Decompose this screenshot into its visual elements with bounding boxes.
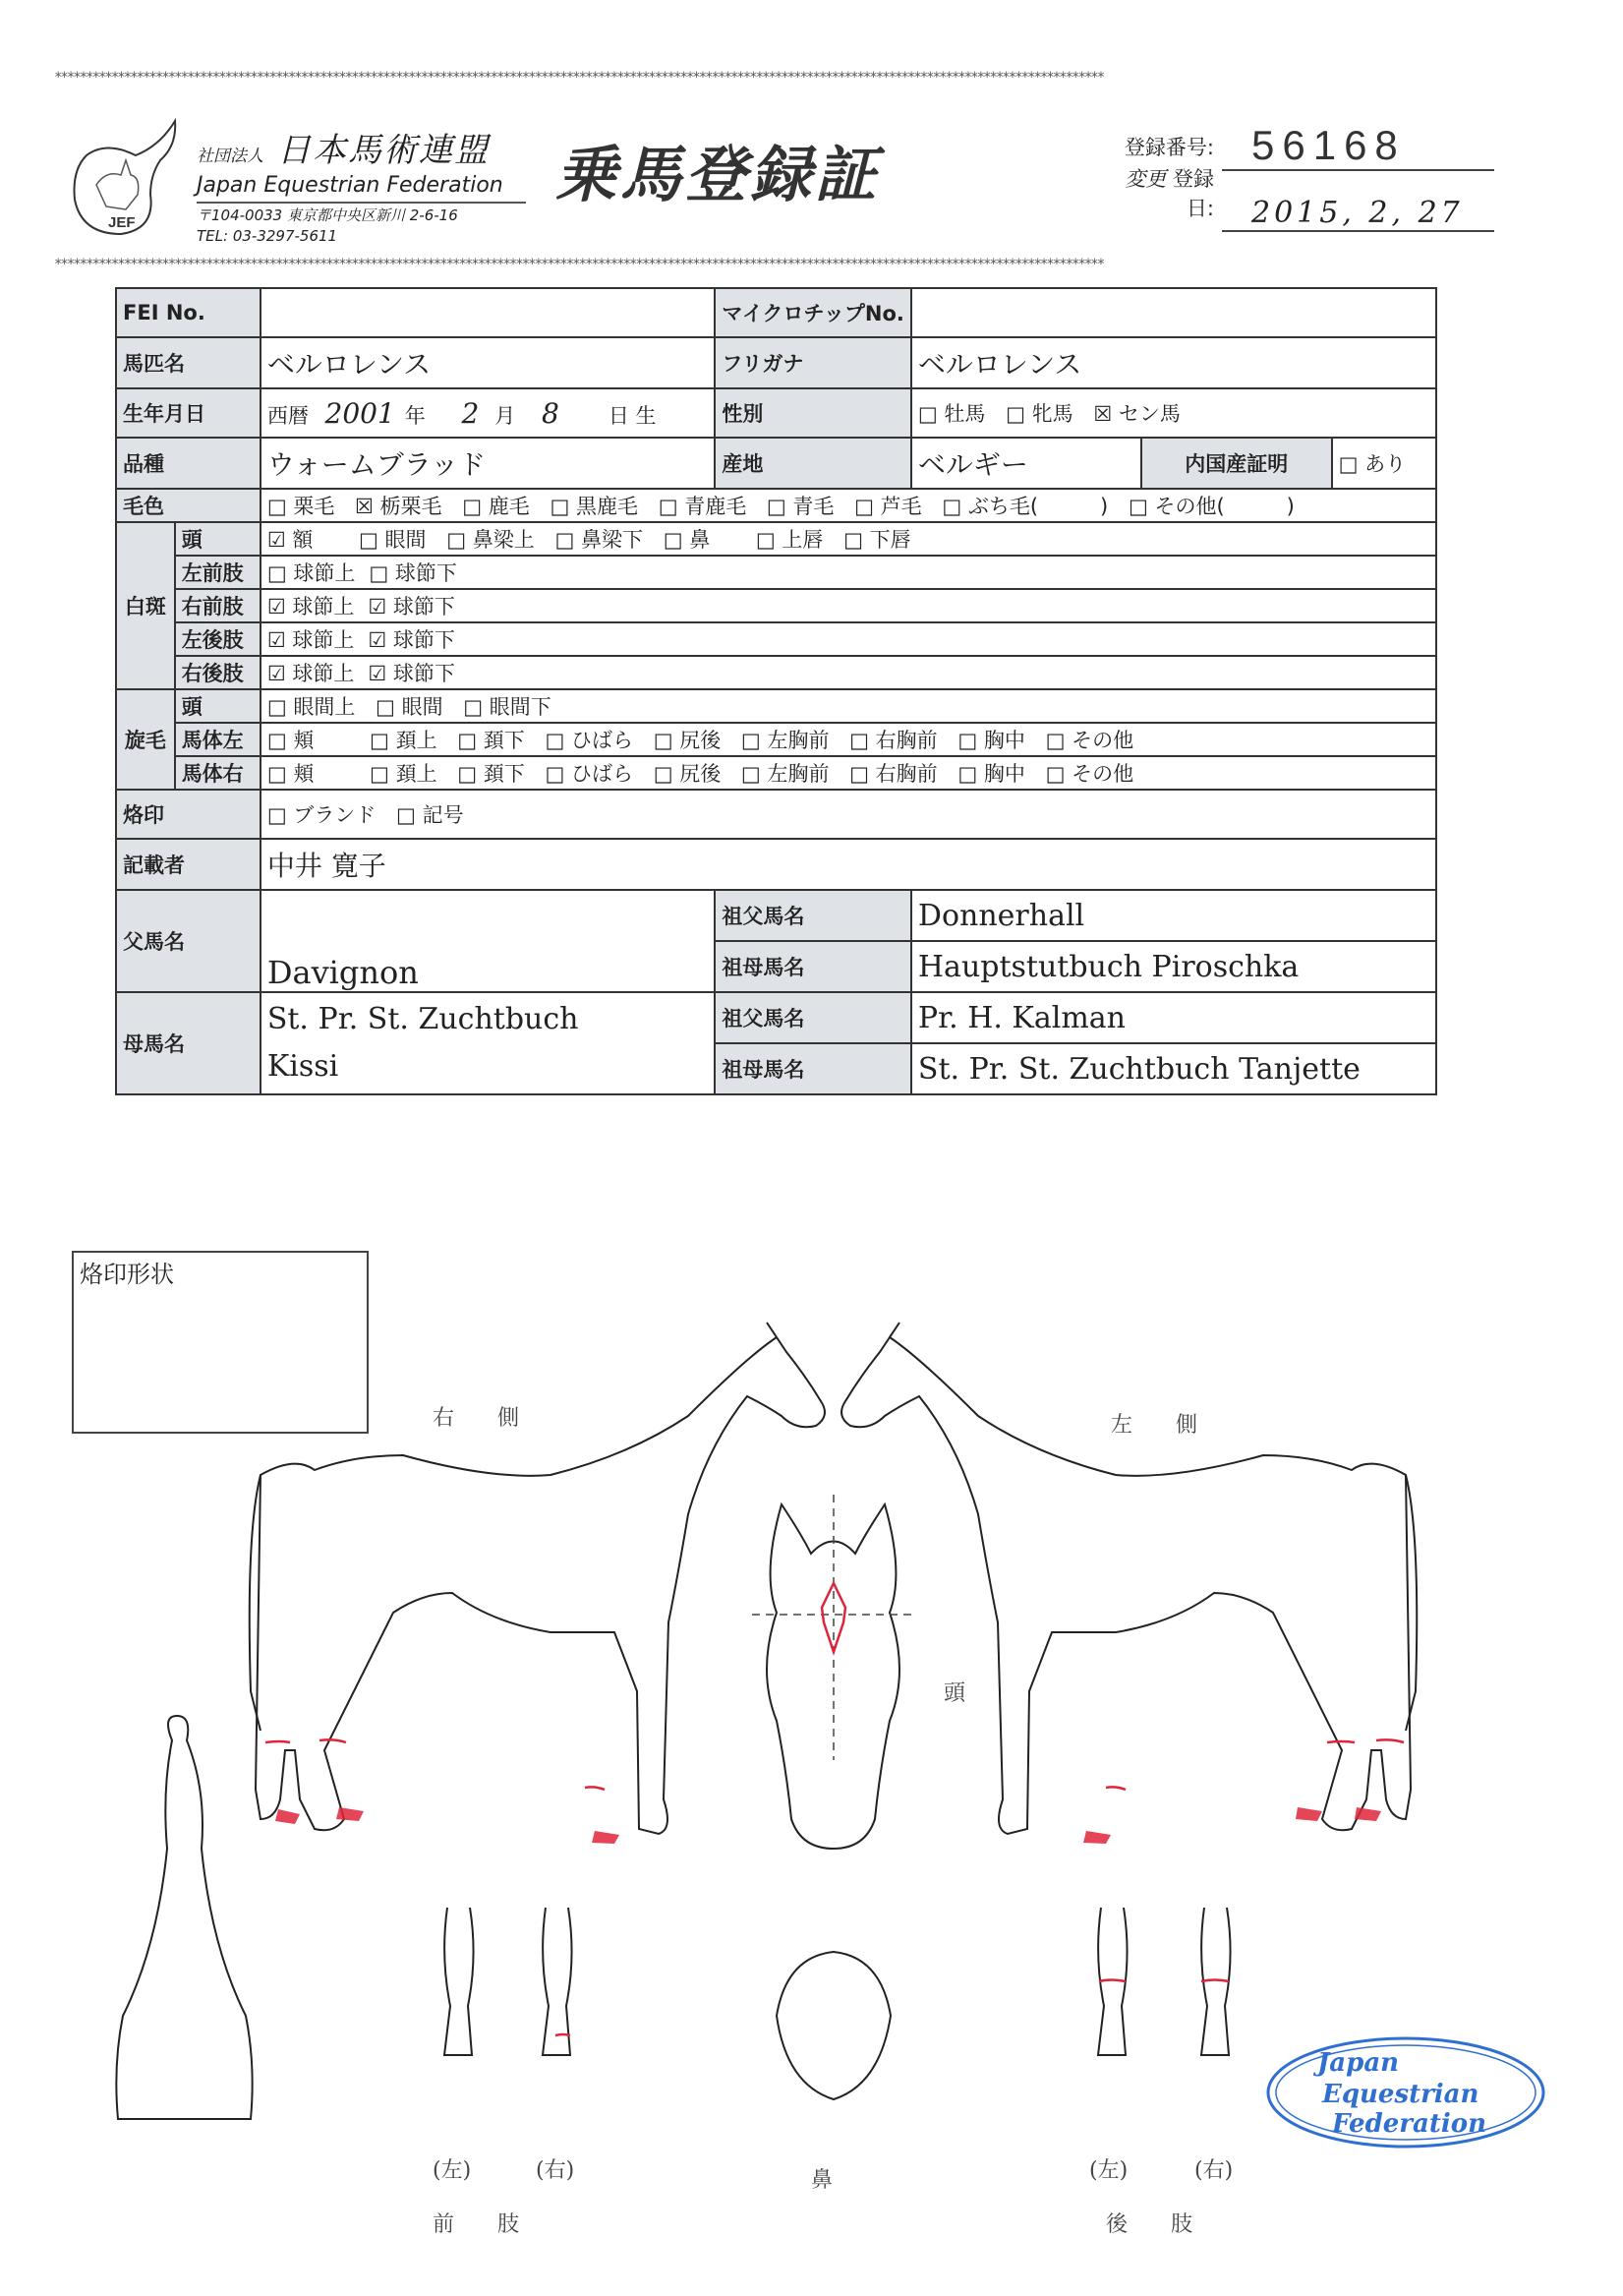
brand-shape-label: 烙印形状	[80, 1261, 174, 1288]
checkbox-whorl-above-eyes[interactable]: □ 眼間上	[266, 695, 356, 719]
checkbox-coat-grey[interactable]: □ 芦毛	[854, 495, 922, 518]
white-head-label: 頭	[175, 522, 261, 556]
checkbox-coat-bay[interactable]: □ 鹿毛	[462, 495, 530, 518]
white-lh-label: 左後肢	[175, 622, 261, 656]
checkbox-rf-above[interactable]: ☑ 球節上	[266, 595, 355, 618]
org-name-en: Japan Equestrian Federation	[197, 173, 526, 204]
birth-year: 2001	[324, 396, 395, 430]
checkbox-right-left-chest[interactable]: □ 左胸前	[740, 762, 830, 786]
checkbox-between-eyes[interactable]: □ 眼間	[359, 528, 427, 552]
sire-dam-label: 祖母馬名	[715, 941, 911, 992]
org-address: 〒104-0033 東京都中央区新川 2-6-16	[197, 206, 458, 224]
checkbox-right-cheek[interactable]: □ 頬	[266, 762, 315, 786]
svg-text:Federation: Federation	[1332, 2109, 1486, 2139]
sex-label: 性別	[715, 388, 911, 438]
sire-dam-value: Hauptstutbuch Piroschka	[911, 941, 1436, 992]
checkbox-lower-lip[interactable]: □ 下唇	[843, 528, 911, 552]
checkbox-whorl-between-eyes[interactable]: □ 眼間	[376, 695, 443, 719]
checkbox-whorl-below-eyes[interactable]: □ 眼間下	[463, 695, 551, 719]
svg-text:Equestrian: Equestrian	[1322, 2080, 1479, 2109]
head-label: 頭	[944, 1681, 966, 1706]
birth-label: 生年月日	[116, 388, 261, 438]
right-side-label: 右 側	[433, 1406, 520, 1431]
checkbox-symbol[interactable]: □ 記号	[396, 803, 464, 827]
furigana-label: フリガナ	[715, 337, 911, 388]
dam-value-line1: St. Pr. St. Zuchtbuch	[266, 1002, 579, 1036]
checkbox-gelding[interactable]: ☒ セン馬	[1093, 402, 1181, 426]
checkbox-left-upper-neck[interactable]: □ 頚上	[370, 729, 437, 752]
checkbox-right-flank[interactable]: □ ひばら	[545, 762, 634, 786]
fore-left-label: (左)	[433, 2158, 472, 2183]
hindlimb-label: 後 肢	[1106, 2212, 1193, 2237]
org-name-jp: 日本馬術連盟	[277, 131, 490, 170]
furigana-value: ベルロレンス	[911, 337, 1436, 388]
hind-right-label: (右)	[1194, 2158, 1234, 2183]
dam-label: 母馬名	[116, 992, 261, 1094]
checkbox-left-right-chest[interactable]: □ 右胸前	[849, 729, 938, 752]
left-side-label: 左 側	[1111, 1413, 1198, 1438]
fore-left-leg-icon	[444, 1908, 474, 2055]
breed-label: 品種	[116, 438, 261, 489]
origin-label: 産地	[715, 438, 911, 489]
horse-name-label: 馬匹名	[116, 337, 261, 388]
checkbox-coat-black[interactable]: □ 青毛	[766, 495, 835, 518]
checkbox-stallion[interactable]: □ 牡馬	[917, 402, 986, 426]
checkbox-lh-above[interactable]: ☑ 球節上	[266, 628, 355, 652]
whorl-right-label: 馬体右	[175, 756, 261, 790]
document-title: 乗馬登録証	[555, 139, 881, 210]
checkbox-nose[interactable]: □ 鼻	[663, 528, 711, 552]
svg-text:JEF: JEF	[108, 214, 136, 231]
checkbox-mare[interactable]: □ 牝馬	[1006, 402, 1073, 426]
checkbox-left-other[interactable]: □ その他	[1045, 729, 1134, 752]
reg-number: 56168	[1251, 122, 1406, 168]
hind-left-label: (左)	[1089, 2158, 1129, 2183]
org-type: 社団法人	[197, 147, 263, 166]
year-unit: 年	[404, 403, 426, 428]
left-side-horse-icon	[841, 1323, 1417, 1834]
day-unit: 日 生	[608, 403, 657, 428]
whorls-label: 旋毛	[116, 689, 175, 790]
checkbox-domestic-cert[interactable]: □ あり	[1332, 438, 1436, 489]
checkbox-left-mid-chest[interactable]: □ 胸中	[957, 729, 1025, 752]
checkbox-coat-pinto[interactable]: □ ぶち毛( )	[942, 495, 1109, 518]
top-view-icon	[116, 1716, 252, 2119]
checkbox-forehead[interactable]: ☑ 額	[266, 528, 314, 552]
checkbox-left-lower-neck[interactable]: □ 頚下	[457, 729, 525, 752]
white-lf-label: 左前肢	[175, 556, 261, 589]
checkbox-left-left-chest[interactable]: □ 左胸前	[740, 729, 830, 752]
reg-date-label: 登録日:	[1173, 167, 1214, 220]
dam-sire-label: 祖父馬名	[715, 992, 911, 1043]
forelimb-label: 前 肢	[433, 2212, 520, 2237]
top-divider: **********************************************************************************************************************************************************************	[54, 71, 1104, 85]
coat-label: 毛色	[116, 489, 261, 522]
horse-name-value: ベルロレンス	[261, 337, 716, 388]
whorl-head-label: 頭	[175, 689, 261, 723]
checkbox-lf-below[interactable]: □ 球節下	[369, 561, 457, 585]
checkbox-coat-dark-chestnut[interactable]: ☒ 栃栗毛	[355, 495, 442, 518]
dam-dam-value: St. Pr. St. Zuchtbuch Tanjette	[911, 1043, 1436, 1094]
checkbox-right-right-chest[interactable]: □ 右胸前	[849, 762, 938, 786]
white-rf-label: 右前肢	[175, 589, 261, 622]
checkbox-left-cheek[interactable]: □ 頬	[266, 729, 315, 752]
reg-date-prefix: 変更	[1125, 167, 1167, 191]
fei-no-label: FEI No.	[116, 288, 261, 337]
checkbox-coat-dark-bay[interactable]: □ 黒鹿毛	[550, 495, 638, 518]
checkbox-rf-below[interactable]: ☑ 球節下	[368, 595, 455, 618]
checkbox-rh-below[interactable]: ☑ 球節下	[368, 662, 455, 685]
nose-icon	[777, 1952, 891, 2099]
origin-value: ベルギー	[911, 438, 1141, 489]
nose-label: 鼻	[811, 2168, 834, 2193]
checkbox-right-upper-neck[interactable]: □ 頚上	[370, 762, 437, 786]
checkbox-upper-lip[interactable]: □ 上唇	[755, 528, 824, 552]
checkbox-coat-chestnut[interactable]: □ 栗毛	[266, 495, 335, 518]
domestic-cert-label: 内国産証明	[1141, 438, 1332, 489]
reg-number-label: 登録番号:	[1124, 136, 1214, 159]
checkbox-lf-above[interactable]: □ 球節上	[266, 561, 356, 585]
birth-day: 8	[541, 396, 559, 430]
recorder-label: 記載者	[116, 839, 261, 890]
jef-stamp-icon	[1263, 2033, 1548, 2151]
dam-value-line2: Kissi	[266, 1049, 339, 1084]
checkbox-brand[interactable]: □ ブランド	[266, 803, 377, 827]
recorder-value: 中井 寛子	[261, 839, 1436, 890]
checkbox-right-lower-neck[interactable]: □ 頚下	[457, 762, 525, 786]
birth-month: 2	[461, 396, 480, 430]
checkbox-rh-above[interactable]: ☑ 球節上	[266, 662, 355, 685]
breed-value: ウォームブラッド	[261, 438, 716, 489]
checkbox-coat-brown[interactable]: □ 青鹿毛	[658, 495, 747, 518]
checkbox-left-rump[interactable]: □ 尻後	[653, 729, 722, 752]
header-divider: **********************************************************************************************************************************************************************	[54, 258, 1104, 271]
checkbox-lower-bridge[interactable]: □ 鼻梁下	[554, 528, 643, 552]
dam-dam-label: 祖母馬名	[715, 1043, 911, 1094]
checkbox-right-mid-chest[interactable]: □ 胸中	[957, 762, 1025, 786]
dam-sire-value: Pr. H. Kalman	[911, 992, 1436, 1043]
whorl-left-label: 馬体左	[175, 723, 261, 756]
checkbox-coat-other[interactable]: □ その他( )	[1128, 495, 1295, 518]
fore-right-leg-icon	[543, 1908, 572, 2055]
sire-value: Davignon	[261, 890, 716, 992]
checkbox-right-rump[interactable]: □ 尻後	[653, 762, 722, 786]
sire-sire-value: Donnerhall	[911, 890, 1436, 941]
svg-text:Japan: Japan	[1317, 2048, 1400, 2078]
sire-sire-label: 祖父馬名	[715, 890, 911, 941]
sire-label: 父馬名	[116, 890, 261, 992]
microchip-label: マイクロチップNo.	[715, 288, 911, 337]
checkbox-left-flank[interactable]: □ ひばら	[545, 729, 634, 752]
fore-right-label: (右)	[536, 2158, 575, 2183]
white-rh-label: 右後肢	[175, 656, 261, 689]
white-marks-label: 白斑	[116, 522, 175, 689]
org-tel: TEL: 03-3297-5611	[197, 227, 338, 245]
white-mark-indicators	[265, 1583, 1404, 2035]
birth-era: 西暦	[266, 403, 309, 428]
checkbox-upper-bridge[interactable]: □ 鼻梁上	[446, 528, 535, 552]
right-side-horse-icon	[250, 1323, 825, 1834]
checkbox-lh-below[interactable]: ☑ 球節下	[368, 628, 455, 652]
month-unit: 月	[494, 403, 516, 428]
reg-date: 2015, 2, 27	[1251, 196, 1464, 230]
brand-label: 烙印	[116, 790, 261, 839]
checkbox-right-other[interactable]: □ その他	[1045, 762, 1134, 786]
